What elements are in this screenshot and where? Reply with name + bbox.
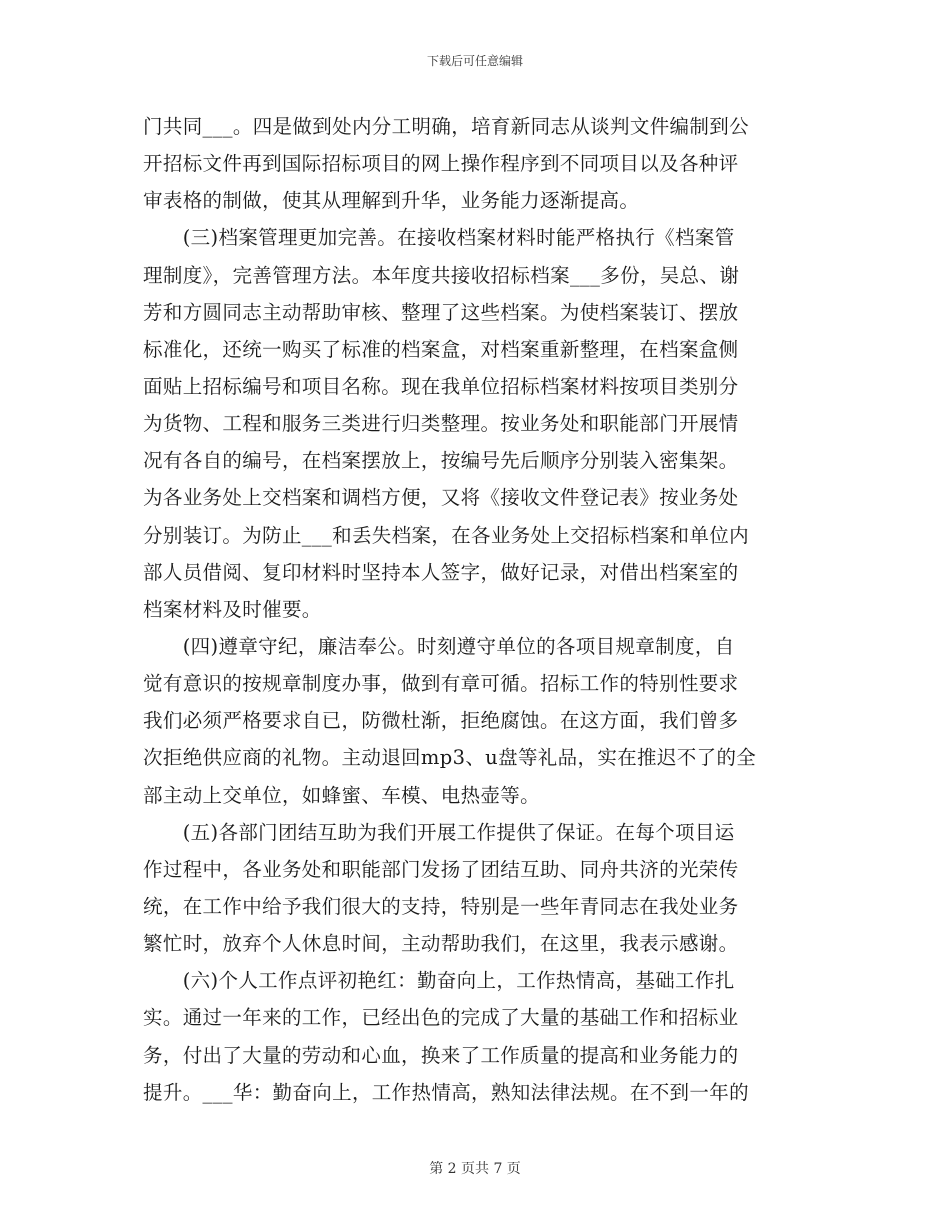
text-line: 标准化，还统一购买了标准的档案盒，对档案重新整理，在档案盒侧 (143, 337, 739, 361)
text-line: (三)档案管理更加完善。在接收档案材料时能严格执行《档案管 (143, 226, 735, 250)
page-number: 第 2 页共 7 页 (429, 1161, 521, 1177)
text-line: (六)个人工作点评初艳红：勤奋向上，工作热情高，基础工作扎 (143, 969, 735, 993)
text-line: 为货物、工程和服务三类进行归类整理。按业务处和职能部门开展情 (143, 412, 739, 436)
text-line: 觉有意识的按规章制度办事，做到有章可循。招标工作的特别性要求 (143, 672, 739, 696)
text-line: 审表格的制做，使其从理解到升华，业务能力逐渐提高。 (143, 189, 640, 213)
text-line: 务，付出了大量的劳动和心血，换来了工作质量的提高和业务能力的 (143, 1043, 739, 1067)
page-header: 下载后可任意编辑 (426, 54, 523, 68)
text-line: (四)遵章守纪，廉洁奉公。时刻遵守单位的各项目规章制度，自 (143, 634, 735, 658)
text-line: 理制度》，完善管理方法。本年度共接收招标档案___多份，吴总、谢 (143, 263, 740, 287)
text-line: 统，在工作中给予我们很大的支持，特别是一些年青同志在我处业务 (143, 894, 739, 918)
text-line: 繁忙时，放弃个人休息时间，主动帮助我们，在这里，我表示感谢。 (143, 932, 739, 956)
document-body (143, 108, 807, 1111)
text-line: (五)各部门团结互助为我们开展工作提供了保证。在每个项目运 (143, 820, 735, 844)
text-line: 为各业务处上交档案和调档方便，又将《接收文件登记表》按业务处 (143, 486, 739, 510)
text-line: 况有各自的编号，在档案摆放上，按编号先后顺序分别装入密集架。 (143, 449, 739, 473)
text-line: 分别装订。为防止___和丢失档案，在各业务处上交招标档案和单位内 (143, 523, 749, 547)
text-line: 门共同___。四是做到处内分工明确，培育新同志从谈判文件编制到公 (143, 115, 749, 138)
text-line: 开招标文件再到国际招标项目的网上操作程序到不同项目以及各种评 (143, 152, 739, 176)
text-line: 实。通过一年来的工作，已经出色的完成了大量的基础工作和招标业 (143, 1006, 739, 1030)
text-line: 面贴上招标编号和项目名称。现在我单位招标档案材料按项目类别分 (143, 374, 739, 398)
text-line: 档案材料及时催要。 (143, 597, 322, 621)
text-line: 芳和方圆同志主动帮助审核、整理了这些档案。为使档案装订、摆放 (143, 300, 739, 324)
text-line: 次拒绝供应商的礼物。主动退回mp3、u盘等礼品，实在推迟不了的全 (143, 746, 757, 770)
text-line: 作过程中，各业务处和职能部门发扬了团结互助、同舟共济的光荣传 (143, 857, 739, 881)
text-line: 我们必须严格要求自已，防微杜渐，拒绝腐蚀。在这方面，我们曾多 (143, 709, 739, 733)
text-line: 部人员借阅、复印材料时坚持本人签字，做好记录，对借出档案室的 (143, 560, 739, 584)
text-line: 部主动上交单位，如蜂蜜、车模、电热壶等。 (143, 783, 541, 807)
text-line: 提升。___华：勤奋向上，工作热情高，熟知法律法规。在不到一年的 (143, 1080, 749, 1104)
